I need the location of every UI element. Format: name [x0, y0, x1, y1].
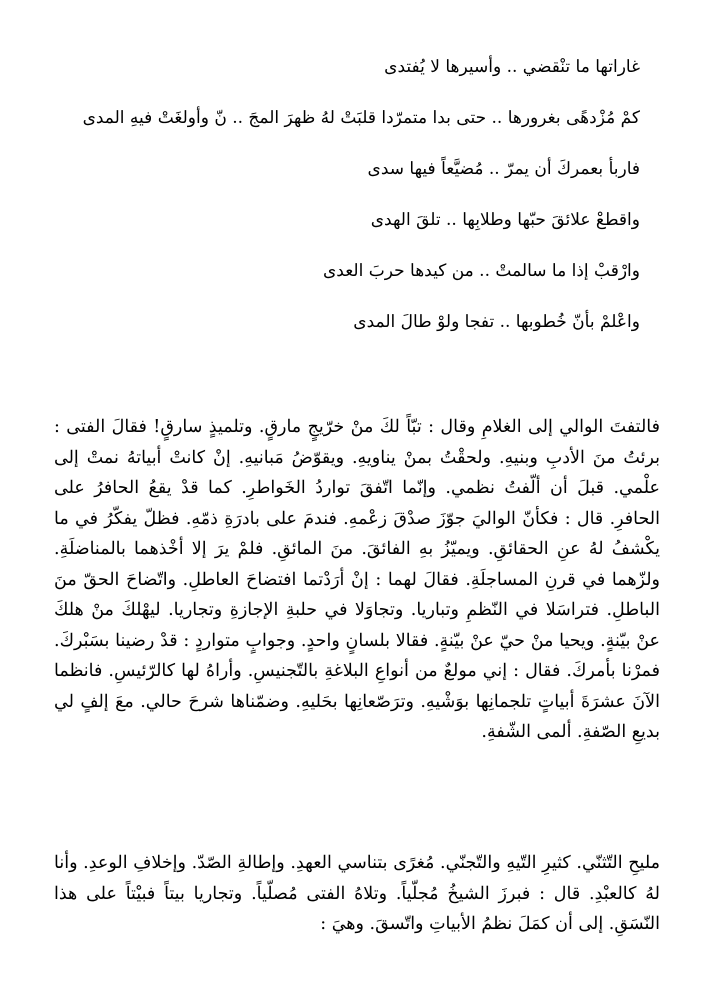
- verse-line-3: فاربأ بعمركَ أن يمرّ .. مُضيَّعاً فيها سدى: [367, 159, 640, 179]
- verse-line-4: واقطعْ علائقَ حبّها وطلابِها .. تلقَ الهدى: [370, 210, 640, 230]
- prose-paragraph-1: فالتفتَ الوالي إلى الغلامِ وقال : تبّاً لكَ منْ خرّيجٍ مارقٍ. وتلميذٍ سارقٍ! فقالَ الفتى : برئتُ منَ الأدبِ وبنيهِ. ولحقْتُ بمنْ يناويهِ. ويقوّضُ مَبانيهِ. إنْ كانتْ أبياتهُ نمتْ إلى علْمي. قبلَ أن ألّفتُ نظمي. وإنّما اتّفقَ تواردُ الخَواطرِ. كما قدْ يقعُ الحافرُ على الحافرِ. قال : فكأنّ الواليَ جوّزَ صدْقَ زعْمهِ. فندمَ على بادرَةِ ذمّهِ. فظلّ يفكّرُ في ما يكْشفُ لهُ عنِ الحقائقِ. ويميّزُ بهِ الفائقَ. منَ المائقِ. فلمْ يرَ إلا أخْذهما بالمناضلَةِ. ولزّهما في قرنِ المساجلَةِ. فقالَ لهما : إنْ أرَدْتما افتضاحَ العاطلِ. واتّضاحَ الحقّ منَ الباطلِ. فتراسَلا في النّظمِ وتباريا. وتجاوَلا في حلبةِ الإجازةِ وتجاريا. ليهْلكَ منْ هلكَ عنْ بيّنةٍ. ويحيا منْ حيّ عنْ بيّنةٍ. فقالا بلسانٍ واحدٍ. وجوابٍ متواردٍ : قدْ رضينا بسَبْركَ. فمرْنا بأمركَ. فقال : إني مولعٌ من أنواعِ البلاغةِ بالتّجنيسِ. وأراهُ لها كالرّئيسِ. فانظما الآنَ عشرَةَ أبياتٍ تلجمانِها بوَشْيهِ. وترَصّعانِها بحَليهِ. وضمّناها شرحَ حالي. معَ إلفٍ لي بديعِ الصّفةِ. ألمى الشّفةِ.: [54, 417, 660, 742]
- verse-line-2: كمْ مُزْدهًى بغرورها .. حتى بدا متمرّدا قلبَتْ لهُ ظهرَ المجَ .. نّ وأولغَتْ فيهِ المدى: [82, 108, 640, 128]
- verse-line-1: غاراتها ما تنْقضي .. وأسيرها لا يُفتدى: [384, 57, 640, 77]
- prose-paragraph-2: مليحِ التّثنّي. كثيرِ التّيهِ والتّجنّي. مُغرًى بتناسي العهدِ. وإطالةِ الصّدّ. وإخلافِ الوعدِ. وأنا لهُ كالعبْدِ. قال : فبرزَ الشيخُ مُجلّياً. وتلاهُ الفتى مُصلّياً. وتجاريا بيتاً فبيْتاً على هذا النّسَقِ. إلى أن كمَلَ نظمُ الأبياتِ واتّسقَ. وهيَ :: [54, 853, 660, 934]
- verse-line-5: وارْقبْ إذا ما سالمتْ .. من كيدها حربَ العدى: [323, 261, 640, 281]
- verse-line-6: واعْلمْ بأنّ خُطوبها .. تفجا ولوْ طالَ المدى: [353, 312, 640, 332]
